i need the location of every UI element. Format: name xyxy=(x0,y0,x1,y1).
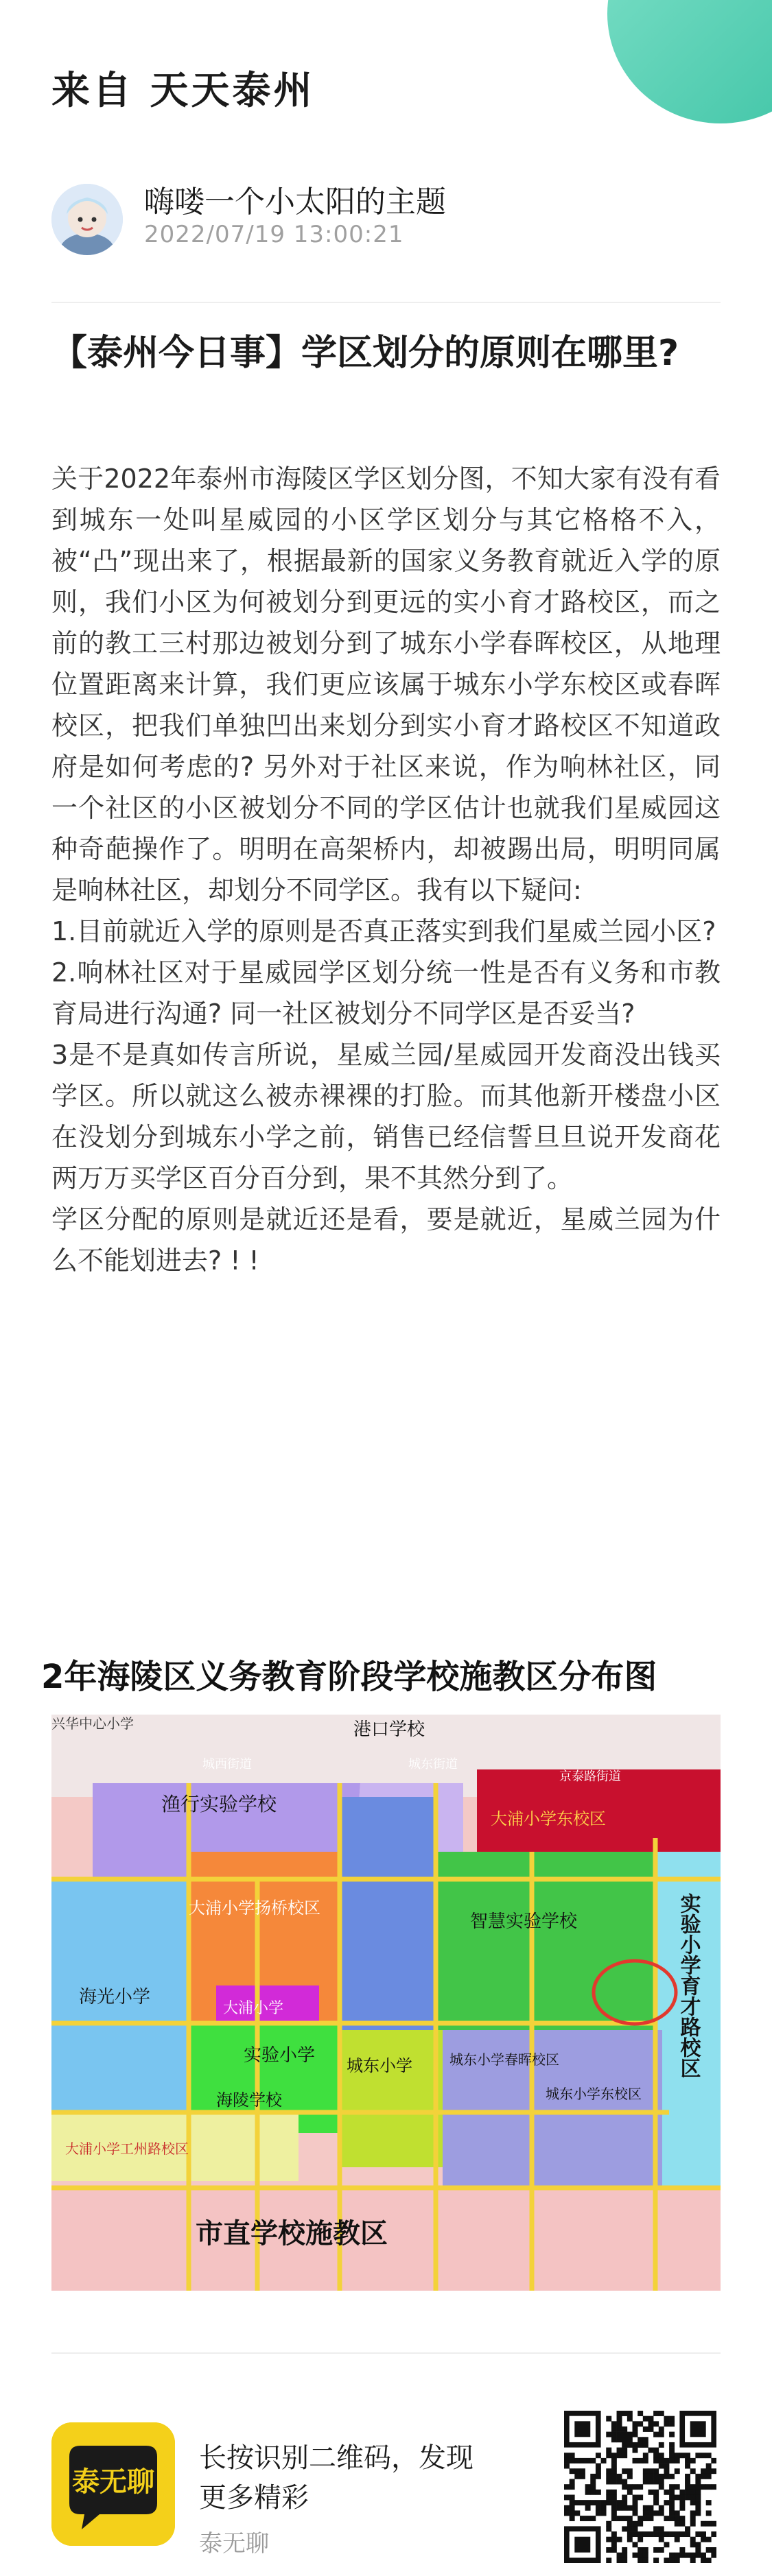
avatar[interactable] xyxy=(51,184,123,255)
map-label-jingtai: 京泰路街道 xyxy=(559,1769,621,1784)
avatar-icon xyxy=(51,184,123,255)
app-logo-icon xyxy=(51,2422,175,2546)
footer-divider xyxy=(51,2352,721,2354)
app-logo[interactable] xyxy=(51,2422,175,2546)
map-label-gangkou: 港口学校 xyxy=(353,1719,425,1740)
map-label-daqing: 大浦小学 xyxy=(223,2000,284,2017)
map-label-shiyan: 实验小学 xyxy=(244,2045,316,2066)
qr-code-icon xyxy=(564,2411,716,2563)
source-title: 来自 天天泰州 xyxy=(51,69,315,113)
post-body xyxy=(51,458,721,1281)
map-heading: 2年海陵区义务教育阶段学校施教区分布图 xyxy=(41,1658,657,1696)
post-paragraph-question-3: 3是不是真如传言所说，星威兰园/星威园开发商没出钱买学区。所以就这么被赤裸裸的打脸。而其他新开楼盘小区在没划分到城东小学之前，销售已经信誓旦旦说开发商花两万万买学区百分百分到，果不其然分到了。 xyxy=(51,1040,721,1193)
map-label-danan: 大浦小学东校区 xyxy=(491,1809,606,1828)
map-label-shizhi: 市直学校施教区 xyxy=(196,2218,388,2250)
map-label-right-vertical: 实验小学育才路校区 xyxy=(676,1893,701,2078)
map-label-street-west: 城西街道 xyxy=(202,1757,252,1772)
post-paragraph-conclusion: 学区分配的原则是就近还是看，要是就近，星威兰园为什么不能划进去? ! ! xyxy=(51,1204,721,1276)
qr-code[interactable] xyxy=(564,2411,716,2563)
map-label-chengdong: 城东小学 xyxy=(347,2056,412,2075)
map-label-hailing: 海陵学校 xyxy=(216,2090,282,2110)
map-image xyxy=(51,1715,721,2291)
map-label-street-east: 城东街道 xyxy=(408,1757,458,1772)
map-label-top-left: 兴华中心小学 xyxy=(51,1715,134,1732)
map-label-gongren: 大浦小学工州路校区 xyxy=(65,2140,189,2157)
map-label-dongxiao: 城东小学东校区 xyxy=(546,2086,642,2102)
post-paragraph-question-2: 2.响林社区对于星威园学区划分统一性是否有义务和市教育局进行沟通? 同一社区被划分不同学区是否妥当? xyxy=(51,957,721,1029)
map-label-chunhui: 城东小学春晖校区 xyxy=(449,2051,559,2068)
app-logo-text: 泰无聊 xyxy=(72,2466,154,2498)
footer-tip: 长按识别二维码，发现更多精彩 xyxy=(199,2442,473,2514)
school-district-map[interactable] xyxy=(51,1715,721,2291)
author-row[interactable] xyxy=(51,171,724,267)
corner-decoration xyxy=(607,0,772,123)
post-paragraph-intro: 关于2022年泰州市海陵区学区划分图，不知大家有没有看到城东一处叫星威园的小区学区划分与其它格格不入，被“凸”现出来了，根据最新的国家义务教育就近入学的原则，我们小区为何被划分到更远的实小育才路校区，而之前的教工三村那边被划分到了城东小学春晖校区，从地理位置距离来计算，我们更应该属于城东小学东校区或春晖校区，把我们单独凹出来划分到实小育才路校区不知道政府是如何考虑的? 另外对于社区来说，作为响林社区，同一个社区的小区被划分不同的学区估计也就我们星威园这种奇葩操作了。明明在高架桥内，却被踢出局，明明同属是响林社区，却划分不同学区。我有以下疑问: xyxy=(51,464,721,905)
post-title: 【泰州今日事】学区划分的原则在哪里? xyxy=(51,333,679,374)
post-paragraph-question-1: 1.目前就近入学的原则是否真正落实到我们星威兰园小区? xyxy=(51,916,716,946)
post-timestamp: 2022/07/19 13:00:21 xyxy=(144,221,404,248)
map-label-zhihui: 智慧实验学校 xyxy=(470,1911,578,1932)
map-label-hailin: 海光小学 xyxy=(79,1987,151,2007)
footer-text xyxy=(199,2438,487,2558)
map-label-yuhang: 渔行实验学校 xyxy=(161,1793,277,1815)
header-divider xyxy=(51,302,721,303)
map-label-yangqiao: 大浦小学扬桥校区 xyxy=(189,1898,320,1918)
author-name[interactable]: 嗨喽一个小太阳的主题 xyxy=(144,184,446,219)
footer-app-name: 泰无聊 xyxy=(199,2530,269,2557)
